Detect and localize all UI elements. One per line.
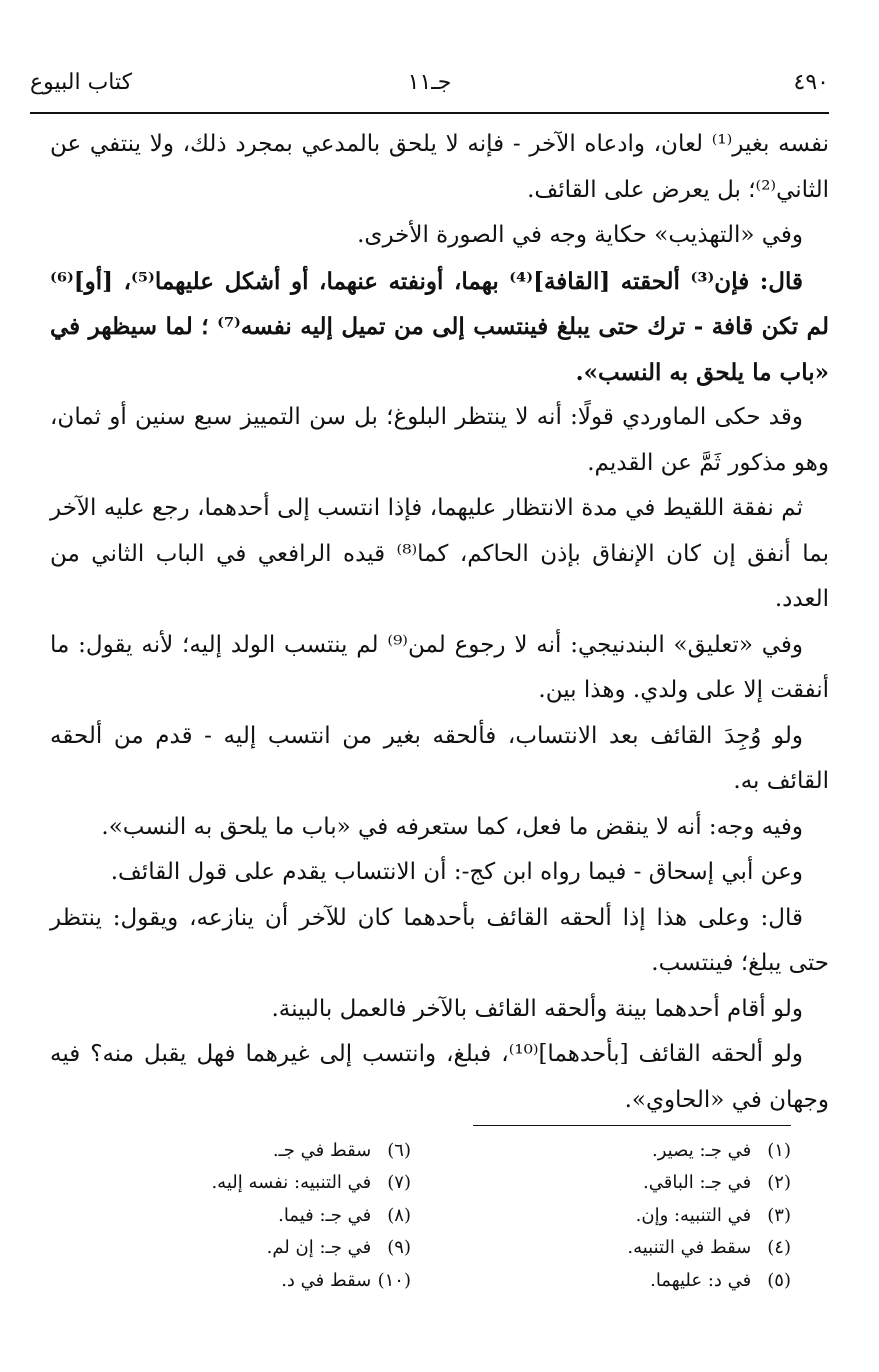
header-divider xyxy=(30,112,829,114)
footnote xyxy=(91,1135,411,1167)
paragraph: ثم نفقة اللقيط في مدة الانتظار عليهما، فإذا انتسب إلى أحدهما، رجع عليه الآخر بما أنفق إن كان الإنفاق بإذن الحاكم، كما⁽⁸⁾ قيده الرافعي في الباب الثاني من العدد. xyxy=(50,495,829,612)
footnote-text: في التنبيه: وإن. xyxy=(635,1204,752,1226)
paragraph: قال: وعلى هذا إذا ألحقه القائف بأحدهما كان للآخر أن ينازعه، ويقول: ينتظر حتى يبلغ؛ فينتسب. xyxy=(50,904,829,976)
footnote-number: (٨) xyxy=(387,1204,411,1226)
paragraph: ولو وُجِدَ القائف بعد الانتساب، فألحقه بغير من انتسب إليه - قدم من ألحقه القائف به. xyxy=(50,722,829,794)
paragraph: وقد حكى الماوردي قولًا: أنه لا ينتظر البلوغ؛ بل سن التمييز سبع سنين أو ثمان، وهو مذكور ثَمَّ عن القديم. xyxy=(50,404,829,476)
footnote-text: في جـ: فيما. xyxy=(278,1204,372,1226)
footnote-number: (١٠) xyxy=(377,1269,411,1291)
paragraph: ولو أقام أحدهما بينة وألحقه القائف بالآخر فالعمل بالبينة. xyxy=(271,995,803,1022)
footnote xyxy=(91,1167,411,1199)
footnote-number: (٣) xyxy=(767,1204,791,1226)
footnote-number: (٩) xyxy=(387,1237,411,1259)
paragraph: نفسه بغير⁽¹⁾ لعان، وادعاه الآخر - فإنه لا يلحق بالمدعي بمجرد ذلك، ولا ينتفي عن الثاني⁽²⁾؛ بل يعرض على القائف. xyxy=(50,131,829,203)
footnote-text: في جـ: إن لم. xyxy=(266,1237,372,1259)
footnote-number: (٥) xyxy=(767,1269,791,1291)
footnote xyxy=(91,1265,411,1297)
footnote xyxy=(461,1232,791,1264)
footnote xyxy=(461,1200,791,1232)
main-text xyxy=(50,122,829,1123)
paragraph: وفي «التهذيب» حكاية وجه في الصورة الأخرى. xyxy=(357,222,803,248)
volume-label: جـ١١ xyxy=(407,70,452,95)
footnote-divider xyxy=(473,1125,791,1126)
footnote-number: (٢) xyxy=(767,1172,791,1194)
paragraph: وفيه وجه: أنه لا ينقض ما فعل، كما ستعرفه في «باب ما يلحق به النسب». xyxy=(101,813,803,840)
footnote xyxy=(91,1200,411,1232)
footnote xyxy=(461,1265,791,1297)
paragraph: وعن أبي إسحاق - فيما رواه ابن كج-: أن الانتساب يقدم على قول القائف. xyxy=(110,859,803,885)
footnote-number: (٧) xyxy=(387,1172,411,1194)
paragraph: وفي «تعليق» البندنيجي: أنه لا رجوع لمن⁽⁹⁾ لم ينتسب الولد إليه؛ لأنه يقول: ما أنفقت إلا على ولدي. وهذا بين. xyxy=(50,631,829,703)
footnote xyxy=(91,1232,411,1264)
footnote-text: سقط في د. xyxy=(281,1269,372,1291)
footnote-text: في التنبيه: نفسه إليه. xyxy=(211,1172,372,1194)
footnote-text: في جـ: الباقي. xyxy=(643,1172,752,1194)
footnote xyxy=(461,1167,791,1199)
footnotes-left-column xyxy=(91,1135,411,1297)
page-number: ٤٩٠ xyxy=(793,70,829,95)
footnote-number: (٤) xyxy=(767,1237,791,1259)
paragraph: ولو ألحقه القائف [بأحدهما]⁽¹⁰⁾، فبلغ، وانتسب إلى غيرهما فهل يقبل منه؟ فيه وجهان في «الحاوي». xyxy=(50,1041,829,1113)
footnote-text: في جـ: يصير. xyxy=(652,1140,752,1161)
footnote-text: سقط في جـ. xyxy=(272,1140,372,1161)
footnote-number: (٦) xyxy=(387,1140,411,1161)
footnote-text: سقط في التنبيه. xyxy=(627,1237,752,1259)
footnote xyxy=(461,1135,791,1167)
page-header xyxy=(30,70,829,110)
footnote-number: (١) xyxy=(767,1140,791,1161)
book-title: كتاب البيوع xyxy=(30,70,133,95)
paragraph: قال: فإن⁽³⁾ ألحقته [القافة]⁽⁴⁾ بهما، أونفته عنهما، أو أشكل عليهما⁽⁵⁾، [أو]⁽⁶⁾ لم تكن قافة - ترك حتى يبلغ فينتسب إلى من تميل إليه نفسه⁽⁷⁾ ؛ لما سيظهر في «باب ما يلحق به النسب». xyxy=(50,267,829,386)
footnote-text: في د: عليهما. xyxy=(650,1269,752,1291)
footnotes-right-column xyxy=(461,1135,791,1297)
